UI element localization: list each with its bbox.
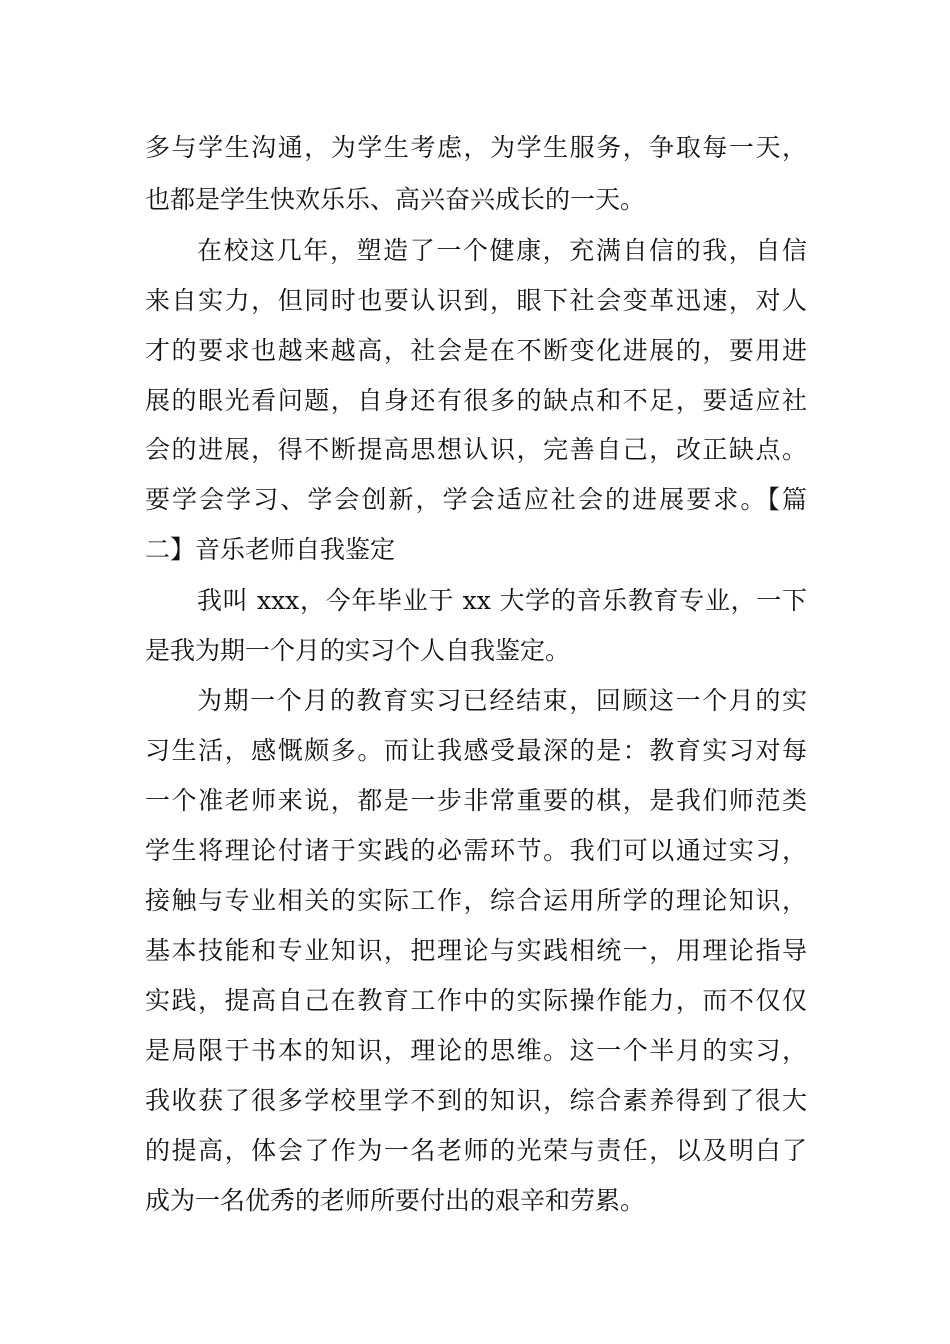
text-line: 才的要求也越来越高，社会是在不断变化进展的，要用进 xyxy=(145,336,807,365)
text-line: 我收获了很多学校里学不到的知识，综合素养得到了很大 xyxy=(145,1086,807,1115)
text-line: 为期一个月的教育实习已经结束，回顾这一个月的实 xyxy=(197,686,807,715)
text-line: 也都是学生快欢乐乐、高兴奋兴成长的一天。 xyxy=(145,185,646,214)
text-line: 多与学生沟通，为学生考虑，为学生服务，争取每一天， xyxy=(145,133,807,162)
text-line: 要学会学习、学会创新，学会适应社会的进展要求。【篇 xyxy=(145,485,807,514)
text-line: 习生活，感慨颇多。而让我感受最深的是：教育实习对每 xyxy=(145,736,807,765)
text-line: 成为一名优秀的老师所要付出的艰辛和劳累。 xyxy=(145,1186,646,1215)
text-line: 是我为期一个月的实习个人自我鉴定。 xyxy=(145,636,571,665)
text-line: 在校这几年，塑造了一个健康，充满自信的我，自信 xyxy=(197,236,807,265)
text-line: 是局限于书本的知识，理论的思维。这一个半月的实习， xyxy=(145,1036,807,1065)
text-line: 来自实力，但同时也要认识到，眼下社会变革迅速，对人 xyxy=(145,286,807,315)
text-line: 实践，提高自己在教育工作中的实际操作能力，而不仅仅 xyxy=(145,986,807,1015)
text-line: 会的进展，得不断提高思想认识，完善自己，改正缺点。 xyxy=(145,435,807,464)
text-line: 的提高，体会了作为一名老师的光荣与责任，以及明白了 xyxy=(145,1136,807,1165)
section-heading: 二】音乐老师自我鉴定 xyxy=(145,535,396,564)
text-line: 学生将理论付诸于实践的必需环节。我们可以通过实习， xyxy=(145,836,807,865)
text-line: 展的眼光看问题，自身还有很多的缺点和不足，要适应社 xyxy=(145,386,807,415)
text-line: 基本技能和专业知识，把理论与实践相统一，用理论指导 xyxy=(145,936,807,965)
text-line: 一个准老师来说，都是一步非常重要的棋，是我们师范类 xyxy=(145,786,807,815)
text-line: 接触与专业相关的实际工作，综合运用所学的理论知识， xyxy=(145,886,807,915)
text-line: 我叫 xxx，今年毕业于 xx 大学的音乐教育专业，一下 xyxy=(197,586,807,615)
